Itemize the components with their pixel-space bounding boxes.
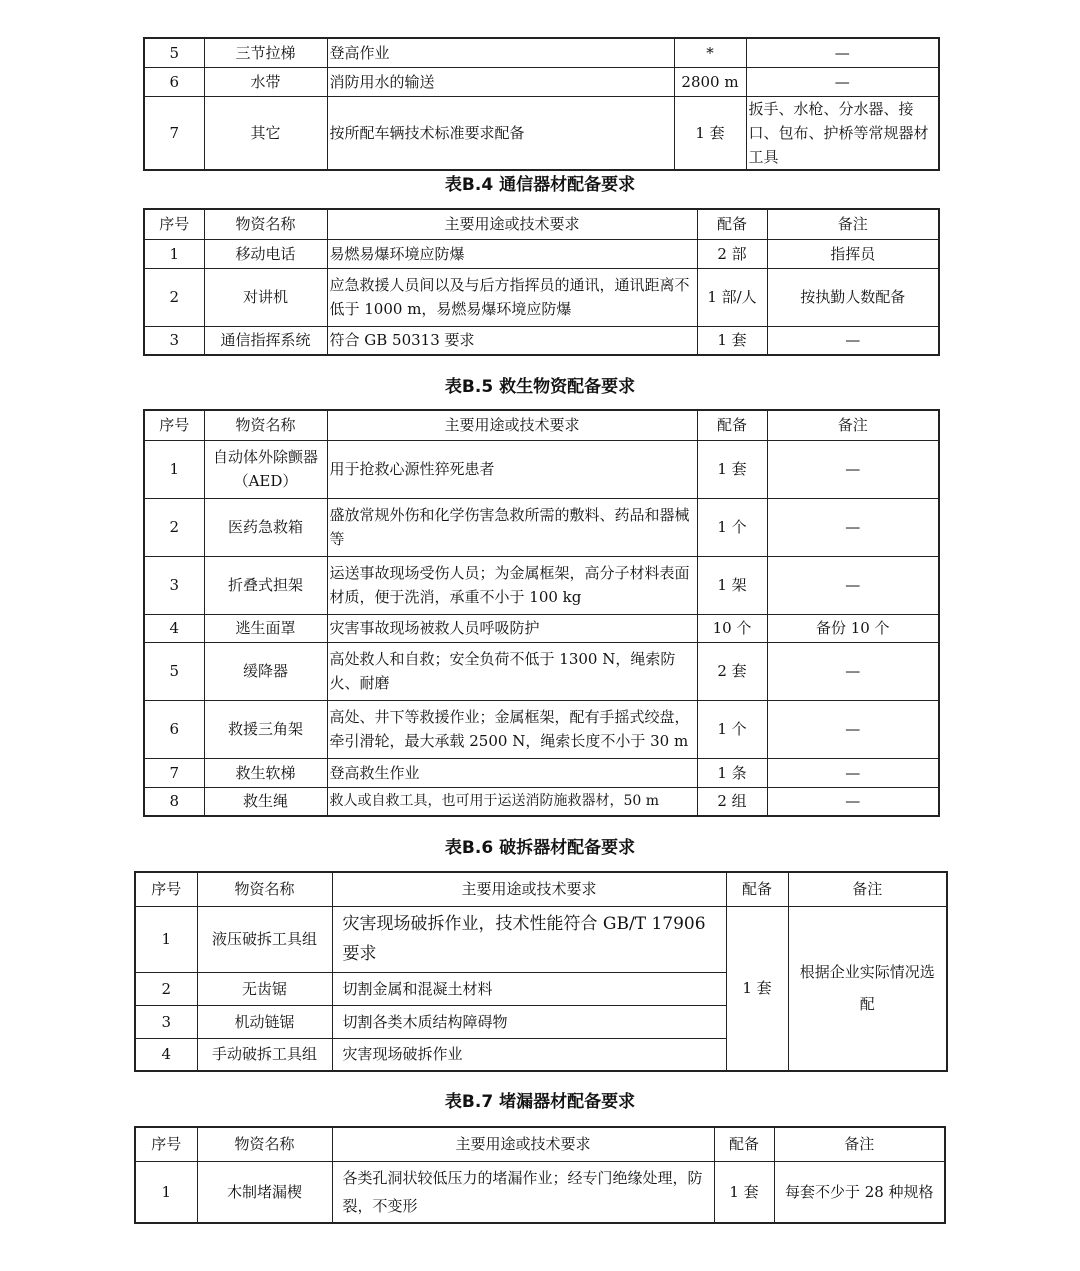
cell-use: 消防用水的输送 [327,67,674,96]
cell-qty: 1 部/人 [697,268,767,326]
cell-use: 灾害现场破拆作业 [332,1038,726,1071]
cell-no: 6 [144,67,204,96]
cell-no: 5 [144,38,204,67]
cell-note: 扳手、水枪、分水器、接口、包布、护桥等常规器材工具 [746,96,939,170]
cell-name: 液压破拆工具组 [197,906,332,972]
table-header-row [144,209,939,239]
cell-no: 1 [144,239,204,268]
cell-name: 手动破拆工具组 [197,1038,332,1071]
col-header-name: 物资名称 [197,872,332,906]
cell-name: 逃生面罩 [204,614,327,642]
col-header-note: 备注 [774,1127,945,1161]
cell-qty: 1 条 [697,758,767,787]
cell-name: 缓降器 [204,642,327,700]
cell-qty: 1 架 [697,556,767,614]
cell-no: 3 [135,1005,197,1038]
table-row [144,326,939,355]
table-row [144,614,939,642]
cell-note: — [767,326,939,355]
cell-name: 自动体外除颤器（AED） [204,440,327,498]
cell-name: 救援三角架 [204,700,327,758]
cell-no: 6 [144,700,204,758]
cell-qty-merged: 1 套 [726,906,788,1071]
table-row [144,642,939,700]
cell-qty: 1 套 [697,440,767,498]
table-b3-continued [143,37,940,171]
cell-note: — [767,700,939,758]
cell-name: 通信指挥系统 [204,326,327,355]
cell-use: 登高作业 [327,38,674,67]
cell-no: 7 [144,96,204,170]
col-header-note: 备注 [788,872,947,906]
table-row [144,700,939,758]
cell-no: 3 [144,556,204,614]
cell-qty: 1 套 [714,1161,774,1223]
cell-no: 7 [144,758,204,787]
cell-note: — [767,556,939,614]
table-b5 [143,409,940,817]
cell-note: 备份 10 个 [767,614,939,642]
col-header-use: 主要用途或技术要求 [327,209,697,239]
cell-use: 灾害现场破拆作业，技术性能符合 GB/T 17906 要求 [332,906,726,972]
cell-qty: 1 套 [674,96,746,170]
cell-qty: 2800 m [674,67,746,96]
cell-note: — [767,498,939,556]
cell-note: — [767,787,939,816]
col-header-use: 主要用途或技术要求 [327,410,697,440]
cell-no: 4 [135,1038,197,1071]
table-row [144,498,939,556]
cell-note: — [767,642,939,700]
cell-name: 机动链锯 [197,1005,332,1038]
cell-qty: 1 个 [697,700,767,758]
cell-note: — [767,758,939,787]
table-row [135,1161,945,1223]
col-header-name: 物资名称 [197,1127,332,1161]
cell-use: 高处救人和自救；安全负荷不低于 1300 N，绳索防火、耐磨 [327,642,697,700]
col-header-qty: 配备 [714,1127,774,1161]
col-header-qty: 配备 [697,209,767,239]
cell-use: 用于抢救心源性猝死患者 [327,440,697,498]
table-row [144,96,939,170]
col-header-name: 物资名称 [204,410,327,440]
cell-no: 4 [144,614,204,642]
cell-use: 切割各类木质结构障碍物 [332,1005,726,1038]
cell-use: 按所配车辆技术标准要求配备 [327,96,674,170]
cell-name: 救生绳 [204,787,327,816]
cell-name: 折叠式担架 [204,556,327,614]
cell-no: 1 [135,906,197,972]
cell-note: — [767,440,939,498]
cell-name: 三节拉梯 [204,38,327,67]
table-row [144,758,939,787]
cell-name: 医药急救箱 [204,498,327,556]
col-header-note: 备注 [767,410,939,440]
cell-use: 易燃易爆环境应防爆 [327,239,697,268]
table-row [144,239,939,268]
cell-no: 8 [144,787,204,816]
cell-use: 各类孔洞状较低压力的堵漏作业；经专门绝缘处理，防裂，不变形 [332,1161,714,1223]
cell-name: 水带 [204,67,327,96]
cell-qty: 1 个 [697,498,767,556]
cell-name: 移动电话 [204,239,327,268]
table-b4-caption: 表B.4 通信器材配备要求 [444,175,636,195]
cell-no: 2 [144,268,204,326]
col-header-use: 主要用途或技术要求 [332,872,726,906]
cell-use: 高处、井下等救援作业；金属框架，配有手摇式绞盘，牵引滑轮，最大承载 2500 N，绳索长度不小于 30 m [327,700,697,758]
table-b6-caption: 表B.6 破拆器材配备要求 [444,838,636,858]
table-b6 [134,871,948,1072]
cell-name: 木制堵漏楔 [197,1161,332,1223]
table-header-row [135,1127,945,1161]
table-b7 [134,1126,946,1224]
table-row [144,268,939,326]
table-b7-caption: 表B.7 堵漏器材配备要求 [444,1092,636,1112]
table-header-row [135,872,947,906]
cell-name: 其它 [204,96,327,170]
cell-no: 3 [144,326,204,355]
cell-use: 切割金属和混凝土材料 [332,972,726,1005]
cell-note: 指挥员 [767,239,939,268]
cell-note: 每套不少于 28 种规格 [774,1161,945,1223]
cell-no: 1 [135,1161,197,1223]
cell-note: 按执勤人数配备 [767,268,939,326]
table-header-row [144,410,939,440]
col-header-no: 序号 [144,410,204,440]
table-b4 [143,208,940,356]
cell-no: 2 [135,972,197,1005]
cell-qty: 1 套 [697,326,767,355]
cell-name: 救生软梯 [204,758,327,787]
cell-qty: 2 部 [697,239,767,268]
col-header-note: 备注 [767,209,939,239]
col-header-qty: 配备 [726,872,788,906]
cell-use: 运送事故现场受伤人员；为金属框架，高分子材料表面材质，便于洗消，承重不小于 100 kg [327,556,697,614]
col-header-use: 主要用途或技术要求 [332,1127,714,1161]
table-row [144,440,939,498]
cell-no: 5 [144,642,204,700]
table-row [144,556,939,614]
cell-qty: 2 组 [697,787,767,816]
col-header-no: 序号 [135,1127,197,1161]
table-row [144,787,939,816]
col-header-qty: 配备 [697,410,767,440]
cell-use: 救人或自救工具，也可用于运送消防施救器材，50 m [327,787,697,816]
cell-note-merged: 根据企业实际情况选配 [788,906,947,1071]
cell-use: 盛放常规外伤和化学伤害急救所需的敷料、药品和器械等 [327,498,697,556]
cell-qty: 2 套 [697,642,767,700]
cell-note: — [746,38,939,67]
cell-qty: 10 个 [697,614,767,642]
col-header-no: 序号 [135,872,197,906]
col-header-name: 物资名称 [204,209,327,239]
cell-use: 应急救援人员间以及与后方指挥员的通讯，通讯距离不低于 1000 m，易燃易爆环境应防爆 [327,268,697,326]
table-row [144,67,939,96]
cell-name: 无齿锯 [197,972,332,1005]
cell-use: 符合 GB 50313 要求 [327,326,697,355]
table-b5-caption: 表B.5 救生物资配备要求 [444,377,636,397]
cell-no: 2 [144,498,204,556]
table-row [135,906,947,972]
cell-no: 1 [144,440,204,498]
cell-name: 对讲机 [204,268,327,326]
table-row [144,38,939,67]
col-header-no: 序号 [144,209,204,239]
cell-use: 登高救生作业 [327,758,697,787]
cell-use: 灾害事故现场被救人员呼吸防护 [327,614,697,642]
cell-qty: * [674,38,746,67]
cell-note: — [746,67,939,96]
